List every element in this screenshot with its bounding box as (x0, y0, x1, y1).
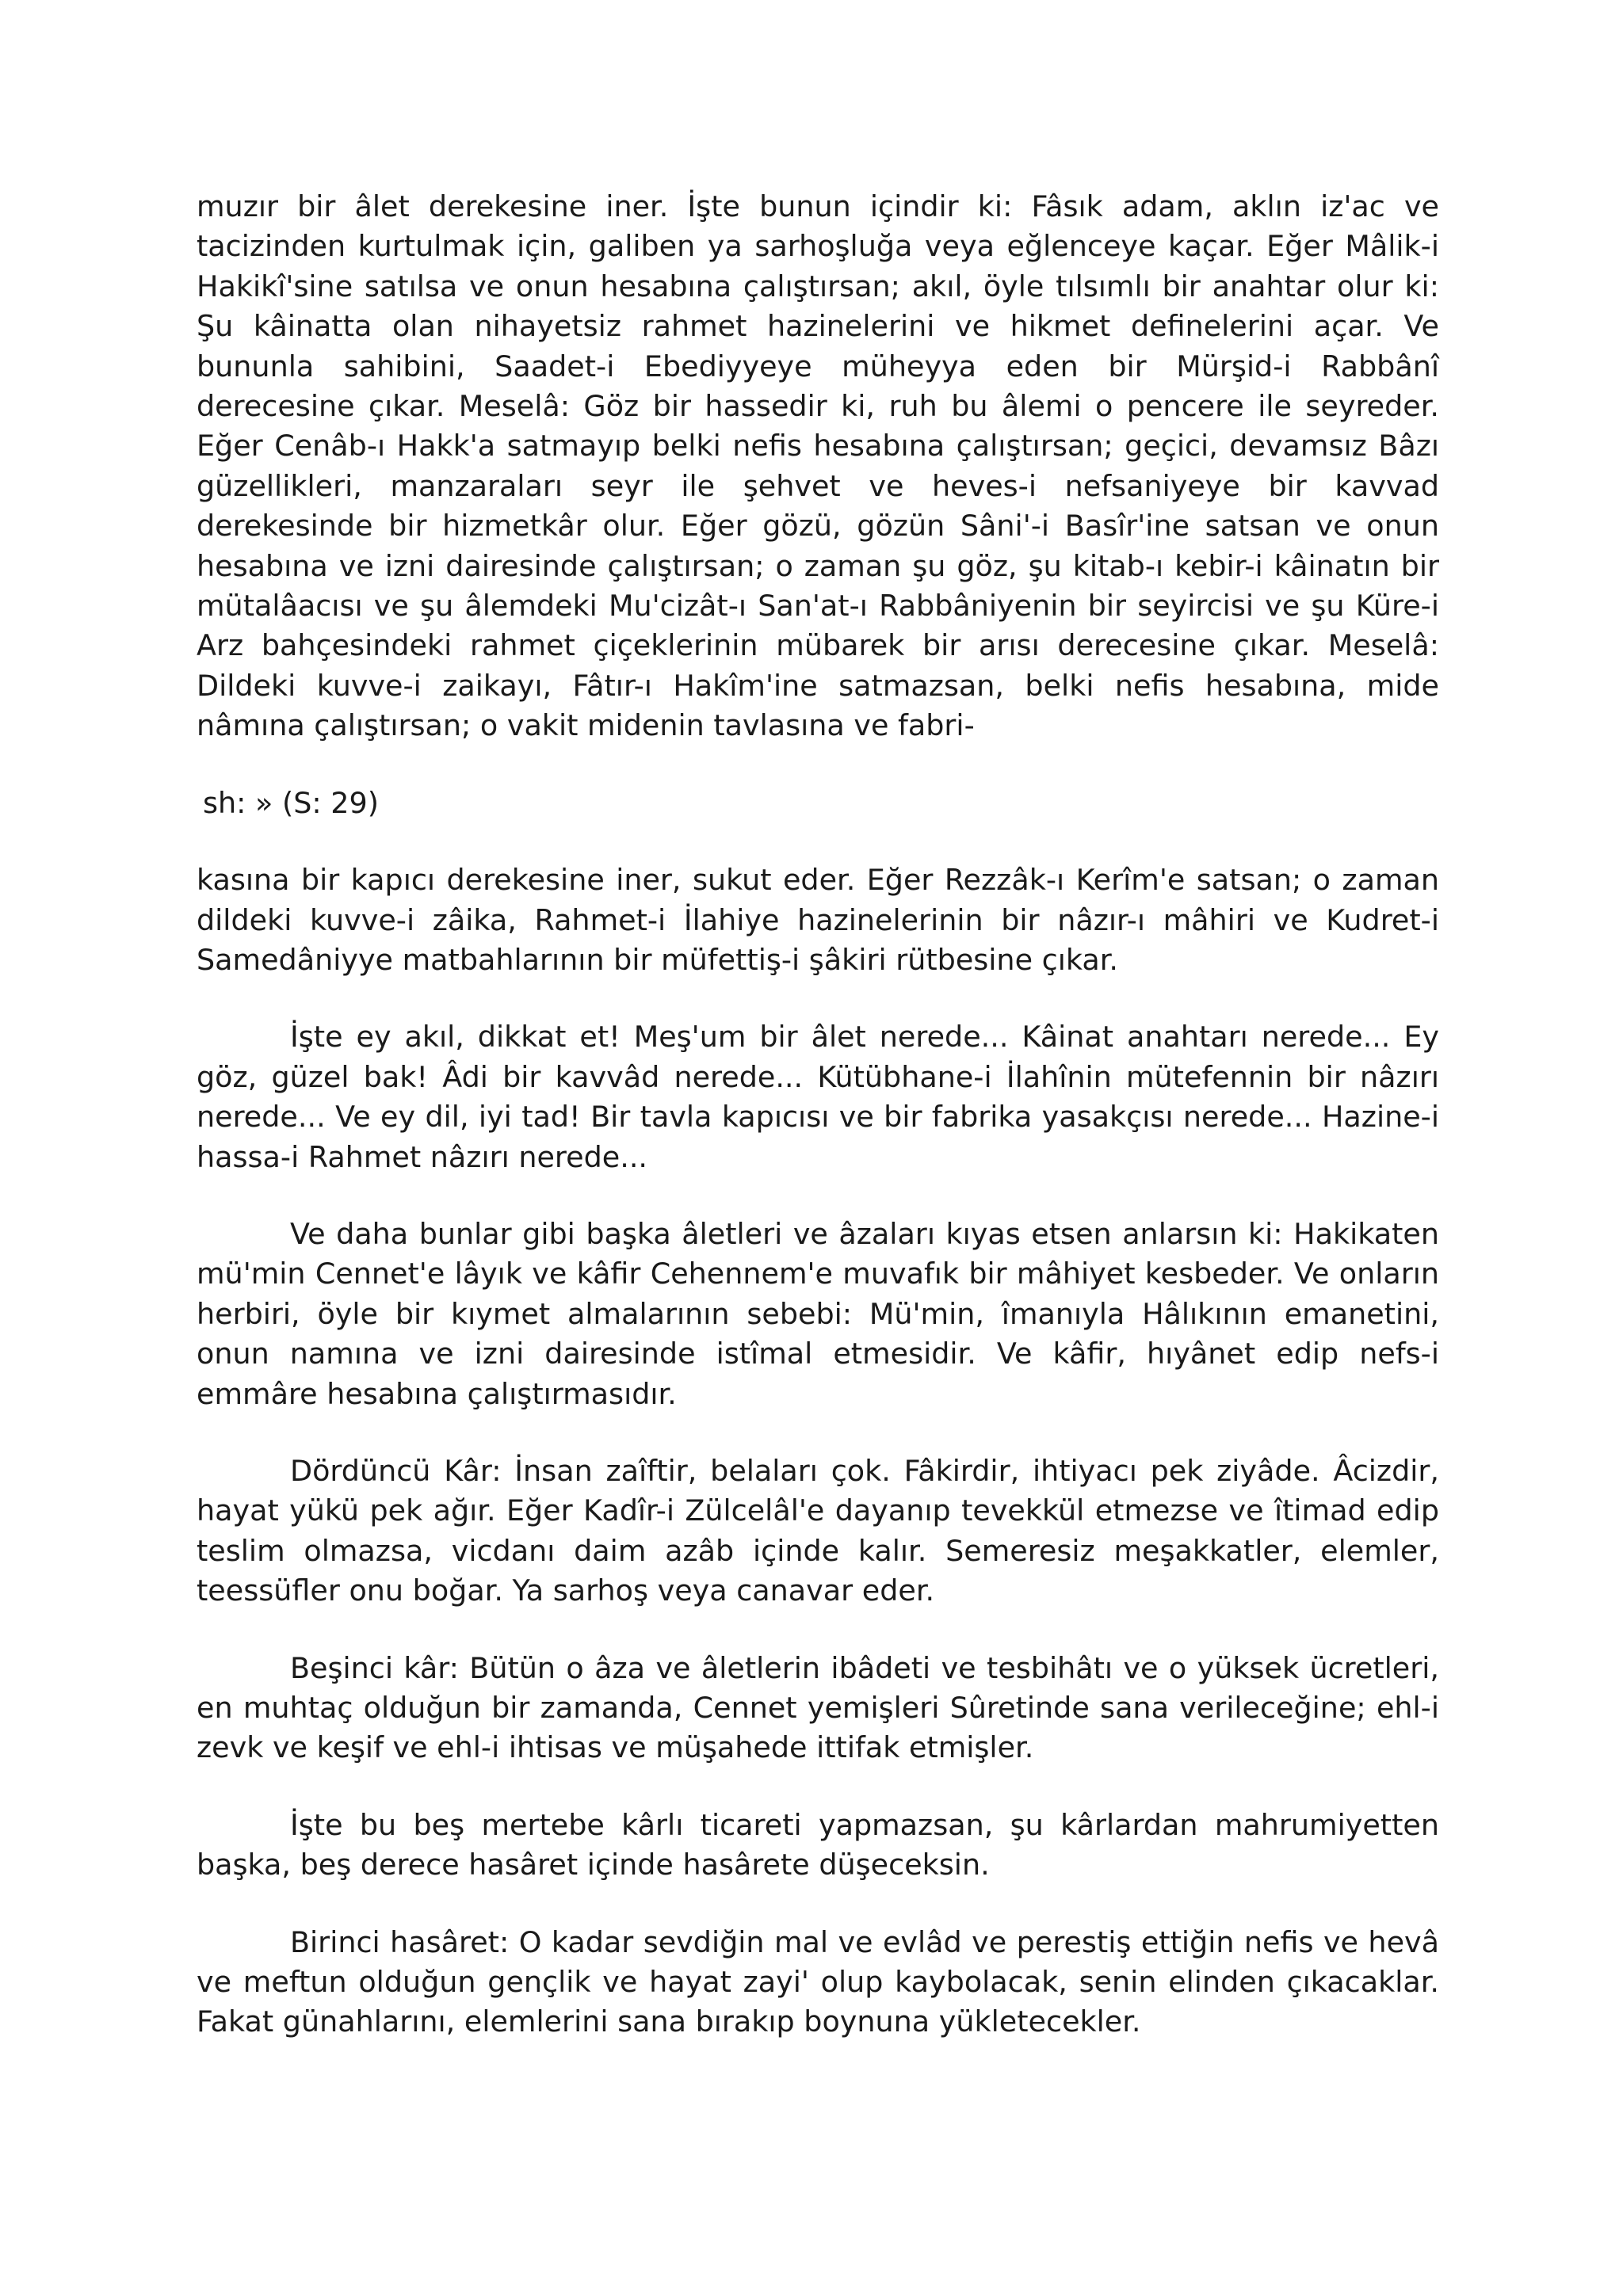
paragraph-7: İşte bu beş mertebe kârlı ticareti yapmazsan, şu kârlardan mahrumiyetten başka, beş derece hasâret içinde hasârete düşeceksin. (197, 1807, 1439, 1882)
paragraph-4: Ve daha bunlar gibi başka âletleri ve âzaları kıyas etsen anlarsın ki: Hakikaten mü'min Cennet'e lâyık ve kâfir Cehennem'e muvafık bir mâhiyet kesbeder. Ve onların herbiri, öyle bir kıymet almalarının sebebi: Mü'min, îmanıyla Hâlıkının emanetini, onun namına ve izni dairesinde istîmal etmesidir. Ve kâfir, hıyânet edip nefs-i emmâre hesabına çalıştırmasıdır. (197, 1216, 1439, 1411)
paragraph-5: Dördüncü Kâr: İnsan zaîftir, belaları çok. Fâkirdir, ihtiyacı pek ziyâde. Âcizdir, hayat yükü pek ağır. Eğer Kadîr-i Zülcelâl'e dayanıp tevekkül etmezse ve îtimad edip teslim olmazsa, vicdanı daim azâb içinde kalır. Semeresiz meşakkatler, elemler, teessüfler onu boğar. Ya sarhoş veya canavar eder. (197, 1453, 1439, 1608)
document-page (197, 187, 1439, 2042)
paragraph-1: muzır bir âlet derekesine iner. İşte bunun içindir ki: Fâsık adam, aklın iz'ac ve tacizinden kurtulmak için, galiben ya sarhoşluğa veya eğlenceye kaçar. Eğer Mâlik-i Hakikî'sine satılsa ve onun hesabına çalıştırsan; akıl, öyle tılsımlı bir anahtar olur ki: Şu kâinatta olan nihayetsiz rahmet hazinelerini ve hikmet definelerini açar. Ve bununla sahibini, Saadet-i Ebediyyeye müheyya eden bir Mürşid-i Rabbânî derecesine çıkar. Meselâ: Göz bir hassedir ki, ruh bu âlemi o pencere ile seyreder. Eğer Cenâb-ı Hakk'a satmayıp belki nefis hesabına çalıştırsan; geçici, devamsız Bâzı güzellikleri, manzaraları seyr ile şehvet ve heves-i nefsaniyeye bir kavvad derekesinde bir hizmetkâr olur. Eğer gözü, gözün Sâni'-i Basîr'ine satsan ve onun hesabına ve izni dairesinde çalıştırsan; o zaman şu göz, şu kitab-ı kebir-i kâinatın bir mütalâacısı ve şu âlemdeki Mu'cizât-ı San'at-ı Rabbâniyenin bir seyircisi ve şu Küre-i Arz bahçesindeki rahmet çiçeklerinin mübarek bir arısı derecesine çıkar. Meselâ: Dildeki kuvve-i zaikayı, Fâtır-ı Hakîm'ine satmazsan, belki nefis hesabına, mide nâmına çalıştırsan; o vakit midenin tavlasına ve fabri- (197, 189, 1439, 743)
paragraph-3: İşte ey akıl, dikkat et! Meş'um bir âlet nerede... Kâinat anahtarı nerede... Ey göz, güzel bak! Âdi bir kavvâd nerede... Kütübhane-i İlahînin mütefennin bir nâzırı nerede... Ve ey dil, iyi tad! Bir tavla kapıcısı ve bir fabrika yasakçısı nerede... Hazine-i hassa-i Rahmet nâzırı nerede... (197, 1020, 1439, 1174)
paragraph-6: Beşinci kâr: Bütün o âza ve âletlerin ibâdeti ve tesbihâtı ve o yüksek ücretleri, en muhtaç olduğun bir zamanda, Cennet yemişleri Sûretinde sana verileceğine; ehl-i zevk ve keşif ve ehl-i ihtisas ve müşahede ittifak etmişler. (197, 1650, 1439, 1765)
paragraph-8: Birinci hasâret: O kadar sevdiğin mal ve evlâd ve perestiş ettiğin nefis ve hevâ ve meftun olduğun gençlik ve hayat zayi' olup kaybolacak, senin elinden çıkacaklar. Fakat günahlarını, elemlerini sana bırakıp boynuna yükletecekler. (197, 1924, 1439, 2039)
page-marker: sh: » (S: 29) (203, 785, 379, 820)
paragraph-2: kasına bir kapıcı derekesine iner, sukut eder. Eğer Rezzâk-ı Kerîm'e satsan; o zaman dildeki kuvve-i zâika, Rahmet-i İlahiye hazinelerinin bir nâzır-ı mâhiri ve Kudret-i Samedâniyye matbahlarının bir müfettiş-i şâkiri rütbesine çıkar. (197, 863, 1439, 977)
